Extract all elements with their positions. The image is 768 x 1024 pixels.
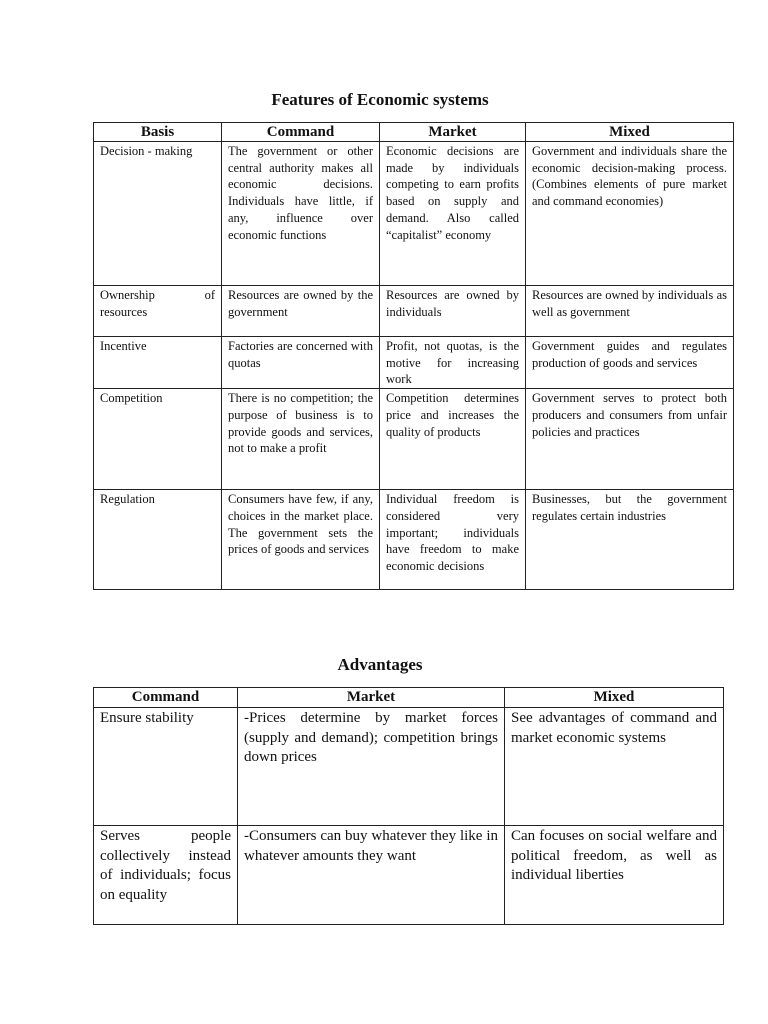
command-cell: Factories are concerned with quotas bbox=[222, 337, 380, 389]
basis-cell: Incentive bbox=[94, 337, 222, 389]
mixed-cell: Businesses, but the government regulates certain industries bbox=[526, 490, 734, 590]
basis-cell: Decision - making bbox=[94, 142, 222, 286]
mixed-cell: Government serves to protect both producers and consumers from unfair policies and practices bbox=[526, 389, 734, 490]
column-header-mixed: Mixed bbox=[526, 123, 734, 142]
market-cell: Profit, not quotas, is the motive for increasing work bbox=[380, 337, 526, 389]
features-header-row bbox=[94, 123, 734, 142]
market-cell: -Consumers can buy whatever they like in whatever amounts they want bbox=[238, 826, 505, 925]
column-header-command: Command bbox=[94, 688, 238, 708]
column-header-mixed: Mixed bbox=[505, 688, 724, 708]
table-row bbox=[94, 337, 734, 389]
advantages-table bbox=[93, 687, 724, 925]
column-header-market: Market bbox=[238, 688, 505, 708]
column-header-basis: Basis bbox=[94, 123, 222, 142]
basis-cell: Ownership of resources bbox=[94, 286, 222, 337]
basis-cell: Regulation bbox=[94, 490, 222, 590]
mixed-cell: Can focuses on social welfare and political freedom, as well as individual liberties bbox=[505, 826, 724, 925]
market-cell: Competition determines price and increases the quality of products bbox=[380, 389, 526, 490]
market-cell: Individual freedom is considered very important; individuals have freedom to make economic decisions bbox=[380, 490, 526, 590]
market-cell: Resources are owned by individuals bbox=[380, 286, 526, 337]
mixed-cell: Resources are owned by individuals as well as government bbox=[526, 286, 734, 337]
table-row bbox=[94, 708, 724, 826]
command-cell: Consumers have few, if any, choices in the market place. The government sets the prices of goods and services bbox=[222, 490, 380, 590]
command-cell: Serves people collectively instead of individuals; focus on equality bbox=[94, 826, 238, 925]
market-cell: Economic decisions are made by individuals competing to earn profits based on supply and demand. Also called “capitalist” economy bbox=[380, 142, 526, 286]
basis-cell: Competition bbox=[94, 389, 222, 490]
advantages-header-row bbox=[94, 688, 724, 708]
mixed-cell: Government and individuals share the economic decision-making process. (Combines elements of pure market and command economies) bbox=[526, 142, 734, 286]
advantages-title: Advantages bbox=[337, 655, 423, 674]
features-title: Features of Economic systems bbox=[271, 90, 489, 109]
market-cell: -Prices determine by market forces (supply and demand); competition brings down prices bbox=[238, 708, 505, 826]
table-row bbox=[94, 142, 734, 286]
command-cell: There is no competition; the purpose of business is to provide goods and services, not to make a profit bbox=[222, 389, 380, 490]
table-row bbox=[94, 826, 724, 925]
command-cell: Ensure stability bbox=[94, 708, 238, 826]
table-row bbox=[94, 490, 734, 590]
command-cell: Resources are owned by the government bbox=[222, 286, 380, 337]
features-table bbox=[93, 122, 734, 590]
command-cell: The government or other central authority makes all economic decisions. Individuals have little, if any, influence over economic functions bbox=[222, 142, 380, 286]
table-row bbox=[94, 389, 734, 490]
table-row bbox=[94, 286, 734, 337]
column-header-command: Command bbox=[222, 123, 380, 142]
mixed-cell: Government guides and regulates production of goods and services bbox=[526, 337, 734, 389]
column-header-market: Market bbox=[380, 123, 526, 142]
mixed-cell: See advantages of command and market economic systems bbox=[505, 708, 724, 826]
